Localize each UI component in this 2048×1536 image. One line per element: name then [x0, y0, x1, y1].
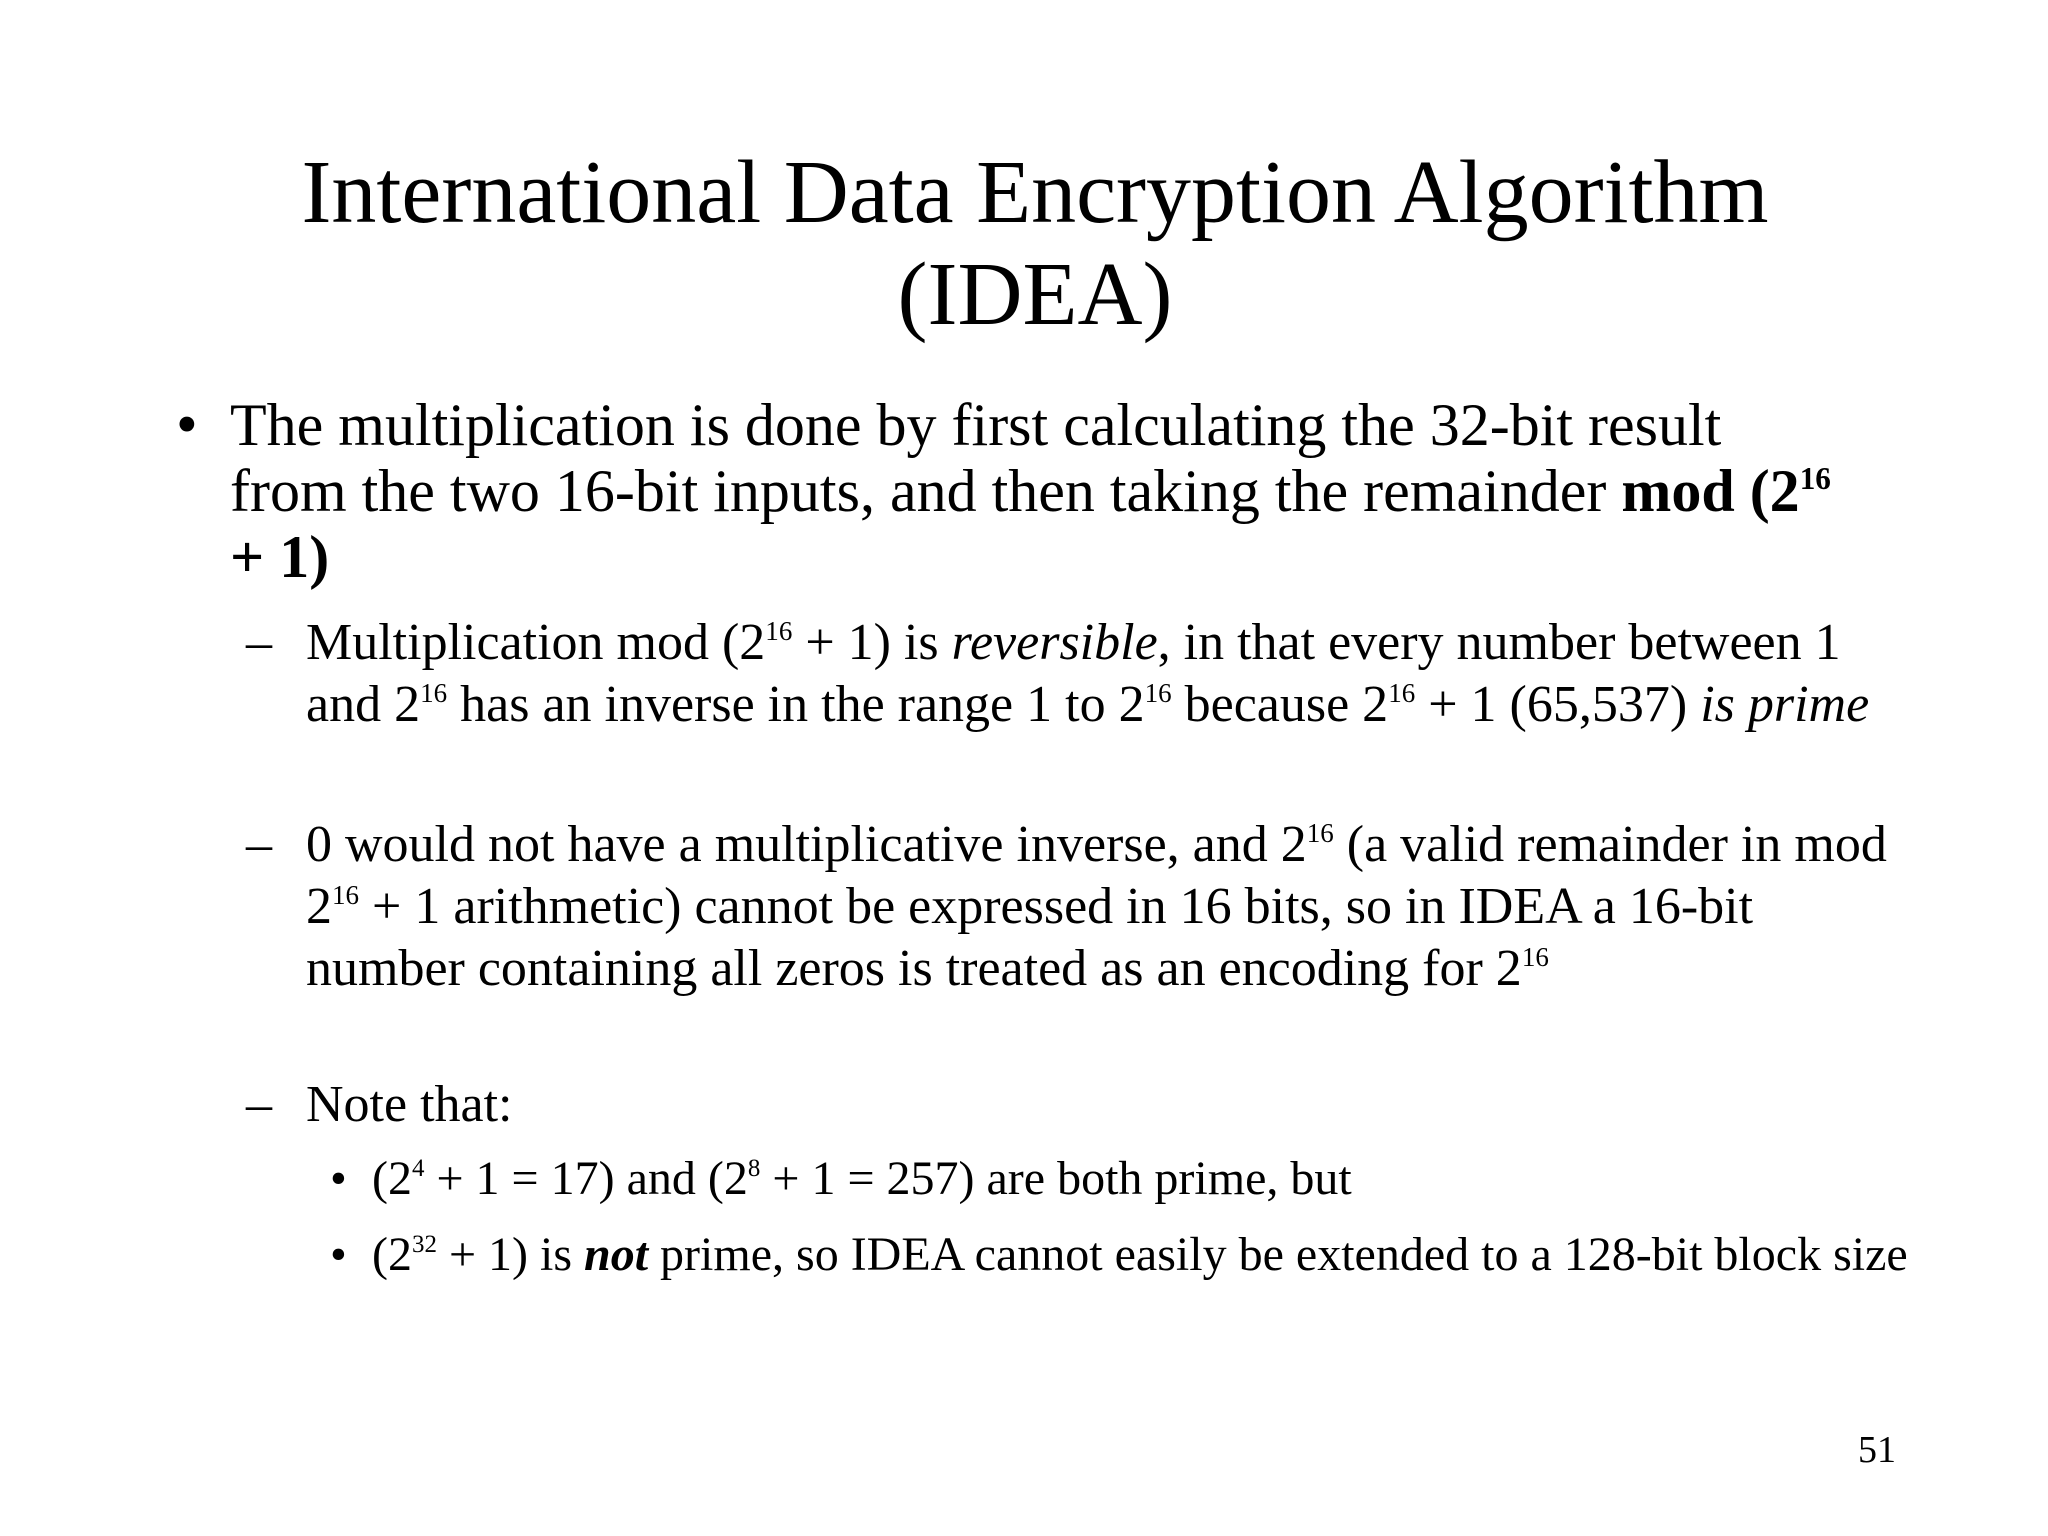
text: + 1) is — [792, 614, 952, 671]
exponent: 16 — [420, 677, 448, 708]
bullet-text-plain: The multiplication is done by first calculating the 32-bit result from the two 16-bit inputs, and then taking the remainder — [230, 392, 1722, 524]
title-line-2: (IDEA) — [897, 245, 1173, 344]
text: because 2 — [1171, 676, 1389, 733]
dash-marker: – — [246, 816, 272, 873]
bullet-marker: • — [176, 391, 198, 459]
exponent: 4 — [411, 1155, 425, 1183]
title-line-1: International Data Encryption Algorithm — [301, 143, 1769, 242]
text: prime, so IDEA cannot easily be extended to a 128-bit block size — [648, 1228, 1908, 1281]
bold-plus-one: + 1) — [230, 524, 330, 590]
dash-marker: – — [246, 614, 272, 671]
subbullet-text — [306, 814, 1906, 1000]
italic-reversible: reversible — [951, 614, 1158, 671]
page-number: 51 — [1858, 1429, 1896, 1471]
dash-marker: – — [246, 1076, 272, 1133]
text: + 1 = 17) and (2 — [424, 1152, 748, 1205]
subbullet-text — [306, 612, 1906, 736]
subsubbullet-text — [372, 1224, 1912, 1286]
text: + 1 arithmetic) cannot be expressed in 16 bits, so in IDEA a 16-bit number containing all zeros is treated as an encoding for 2 — [306, 878, 1754, 997]
exponent: 16 — [1388, 677, 1416, 708]
text: + 1) is — [436, 1228, 585, 1281]
bullet-marker: • — [330, 1228, 347, 1281]
text: (a valid remainder in mod 2 — [306, 816, 1887, 935]
text: has an inverse in the range 1 to 2 — [447, 676, 1145, 733]
exponent: 16 — [1521, 941, 1549, 972]
subsubbullet-text — [372, 1148, 1912, 1210]
exponent: 16 — [1799, 460, 1831, 496]
exponent: 8 — [747, 1155, 761, 1183]
text: Multiplication mod (2 — [306, 614, 766, 671]
italic-is-prime: is prime — [1700, 676, 1870, 733]
exponent: 16 — [332, 879, 360, 910]
text: (2 — [372, 1152, 412, 1205]
exponent: 16 — [1144, 677, 1172, 708]
bold-mod: mod (2 — [1621, 458, 1800, 524]
text: + 1 = 257) are both prime, but — [760, 1152, 1352, 1205]
bullet-marker: • — [330, 1152, 347, 1205]
bullet-text — [230, 392, 1850, 590]
text: , in that every number between 1 and 2 — [306, 614, 1841, 733]
subbullet-text: Note that: — [306, 1076, 513, 1133]
text: + 1 (65,537) — [1415, 676, 1701, 733]
slide-title — [160, 142, 1910, 346]
text: 0 would not have a multiplicative inverse, and 2 — [306, 816, 1307, 873]
bold-italic-not: not — [584, 1228, 649, 1281]
exponent: 32 — [411, 1231, 437, 1259]
text: (2 — [372, 1228, 412, 1281]
exponent: 16 — [765, 615, 793, 646]
exponent: 16 — [1306, 817, 1334, 848]
